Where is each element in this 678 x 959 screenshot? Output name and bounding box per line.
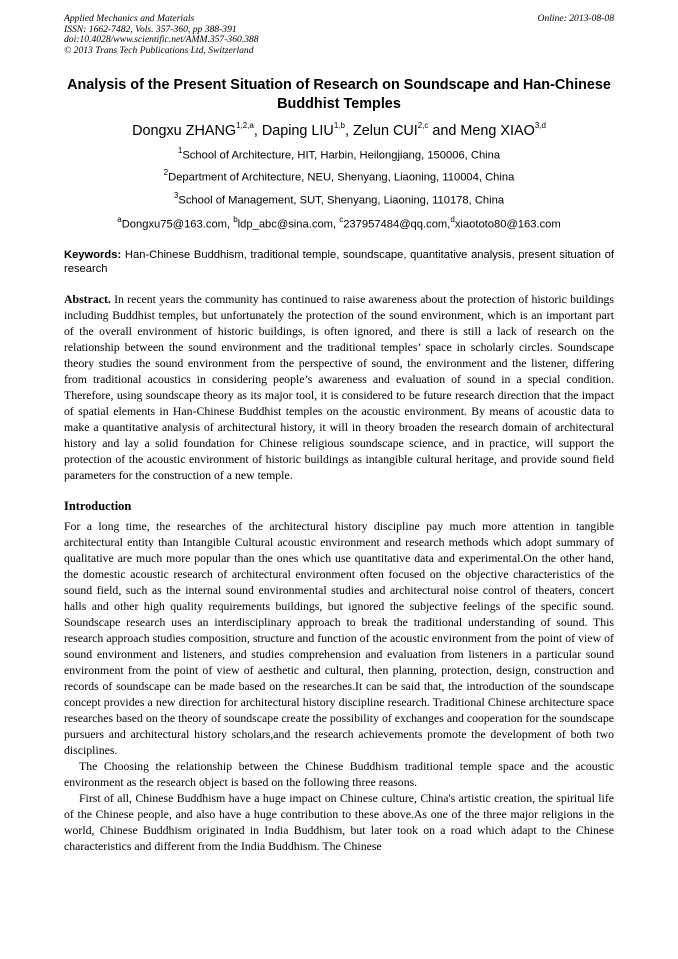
section-heading: Introduction: [64, 499, 132, 514]
author-separator: ,: [344, 123, 353, 140]
affiliation-text: Department of Architecture, NEU, Shenyang, Liaoning, 110004, China: [168, 172, 515, 185]
doi-line: doi:10.4028/www.scientific.net/AMM.357-360.388: [64, 34, 259, 46]
body-paragraph: For a long time, the researches of the architectural history discipline pay much more attention in tangible architectural entity than Intangible Cultural acoustic environment and research methods which adopt summary of qualitative are much more popular than the ones which use quantitative data and experimental.On the other hand, the domestic acoustic research of architectural environment often focused on the objective characteristics of the sound field, such as the internal sound environmental studies and architectural noise control of theaters, concert halls and other high quality requirements buildings, but ignored the subjective feelings of the specific sound. Soundscape research uses an interdisciplinary approach to break the traditional understanding of sound. This research approach studies composition, structure and function of the acoustic environment from the point of view of sound environment and listeners, and studies comprehension and evaluation from listeners in a particular sound environment from the point of view of aesthetic and cultural, then planning, protection, design, construction and records of soundscape can be made based on the researches.It can be said that, the introduction of the soundscape concept provides a new direction for architectural history discipline research. Traditional Chinese architecture space researches based on the theory of soundscape create the possibility of exchanges and cooperation for the soundscape pursuers and architectural history scholars,and the research achievements promote the development of both two disciplines.: [64, 519, 614, 758]
author-separator: ,: [253, 123, 262, 140]
author-separator: and: [428, 123, 461, 140]
affiliation-3: [64, 188, 614, 210]
author-name: Dongxu ZHANG: [132, 123, 237, 140]
body-paragraph: The Choosing the relationship between the Chinese Buddhism traditional temple space and the acoustic environment as the research object is based on the following three reasons.: [64, 759, 614, 790]
author-name: Daping LIU: [261, 123, 334, 140]
author-superscript: 2,c: [417, 121, 429, 131]
copyright-line: © 2013 Trans Tech Publications Ltd, Switzerland: [64, 44, 254, 56]
affiliation-2: [64, 165, 614, 187]
email-marker: b: [233, 214, 238, 224]
email-marker: c: [339, 214, 344, 224]
affiliation-marker: 2: [163, 168, 169, 178]
email-address: ldp_abc@sina.com,: [237, 218, 340, 231]
abstract-text: In recent years the community has continued to raise awareness about the protection of historic buildings including Buddhist temples, but unfortunately the protection of the sound environment, which is an important part of the overall environment of historic buildings, is often ignored, and there is still a lack of research on the relationship between the sound environment and the traditional temples’ space in scholarly circles. Soundscape theory studies the sound environment from the perspective of sound, the environment and the listener, differing from traditional acoustics in considering people’s awareness and evaluation of sound in a special condition. Therefore, using soundscape theory as its major tool, it is considered to be future research direction that the impact of spatial elements in Han-Chinese Buddhist temples on the acoustic environment. By means of acoustic data to make a quantitative analysis of architectural history, it will in theory broaden the research domain of architectural history and lay a solid foundation for Chinese religious soundscape science, and in practice, will support the protection of the acoustic environment of historic buildings as intangible cultural heritage, and provide sound field parameters for the construction of a new temple.: [64, 292, 614, 483]
online-date: Online: 2013-08-08: [537, 13, 614, 24]
email-marker: a: [117, 214, 122, 224]
author-name: Meng XIAO: [460, 123, 535, 140]
author-list: [64, 117, 614, 141]
affiliation-marker: 3: [173, 190, 179, 200]
author-superscript: 3,d: [534, 121, 546, 131]
author-superscript: 1,2,a: [236, 121, 254, 131]
author-superscript: 1,b: [333, 121, 345, 131]
keywords-text: Han-Chinese Buddhism, traditional temple, soundscape, quantitative analysis, present situation of research: [64, 248, 614, 275]
issn-line: ISSN: 1662-7482, Vols. 357-360, pp 388-391: [64, 23, 237, 35]
keywords-label: Keywords:: [64, 248, 122, 261]
affiliation-text: School of Architecture, HIT, Harbin, Heilongjiang, 150006, China: [182, 149, 501, 162]
abstract-label: Abstract.: [64, 292, 111, 307]
journal-name: Applied Mechanics and Materials: [64, 13, 195, 24]
abstract-block: [64, 291, 614, 483]
affiliation-text: School of Management, SUT, Shenyang, Liaoning, 110178, China: [178, 194, 505, 207]
affiliation-marker: 1: [177, 146, 183, 156]
affiliation-1: [64, 143, 614, 165]
email-address: 237957484@qq.com,: [343, 218, 451, 231]
keywords-block: [64, 248, 614, 277]
journal-header: [64, 14, 614, 56]
email-line: [64, 212, 614, 234]
email-marker: d: [450, 214, 455, 224]
body-paragraph: First of all, Chinese Buddhism have a huge impact on Chinese culture, China's artistic creation, the spiritual life of the Chinese people, and also have a huge contribution to these above.As one of the three major religions in the world, Chinese Buddhism originated in India Buddhism, but later took on a road which adapt to the Chinese characteristics and different from the India Buddhism. The Chinese: [64, 791, 614, 854]
email-address: xiaototo80@163.com: [454, 218, 561, 231]
email-address: Dongxu75@163.com,: [121, 218, 234, 231]
paper-page: [64, 14, 614, 854]
author-name: Zelun CUI: [352, 123, 418, 140]
paper-title: Analysis of the Present Situation of Research on Soundscape and Han-Chinese Buddhist Temples: [67, 77, 611, 113]
